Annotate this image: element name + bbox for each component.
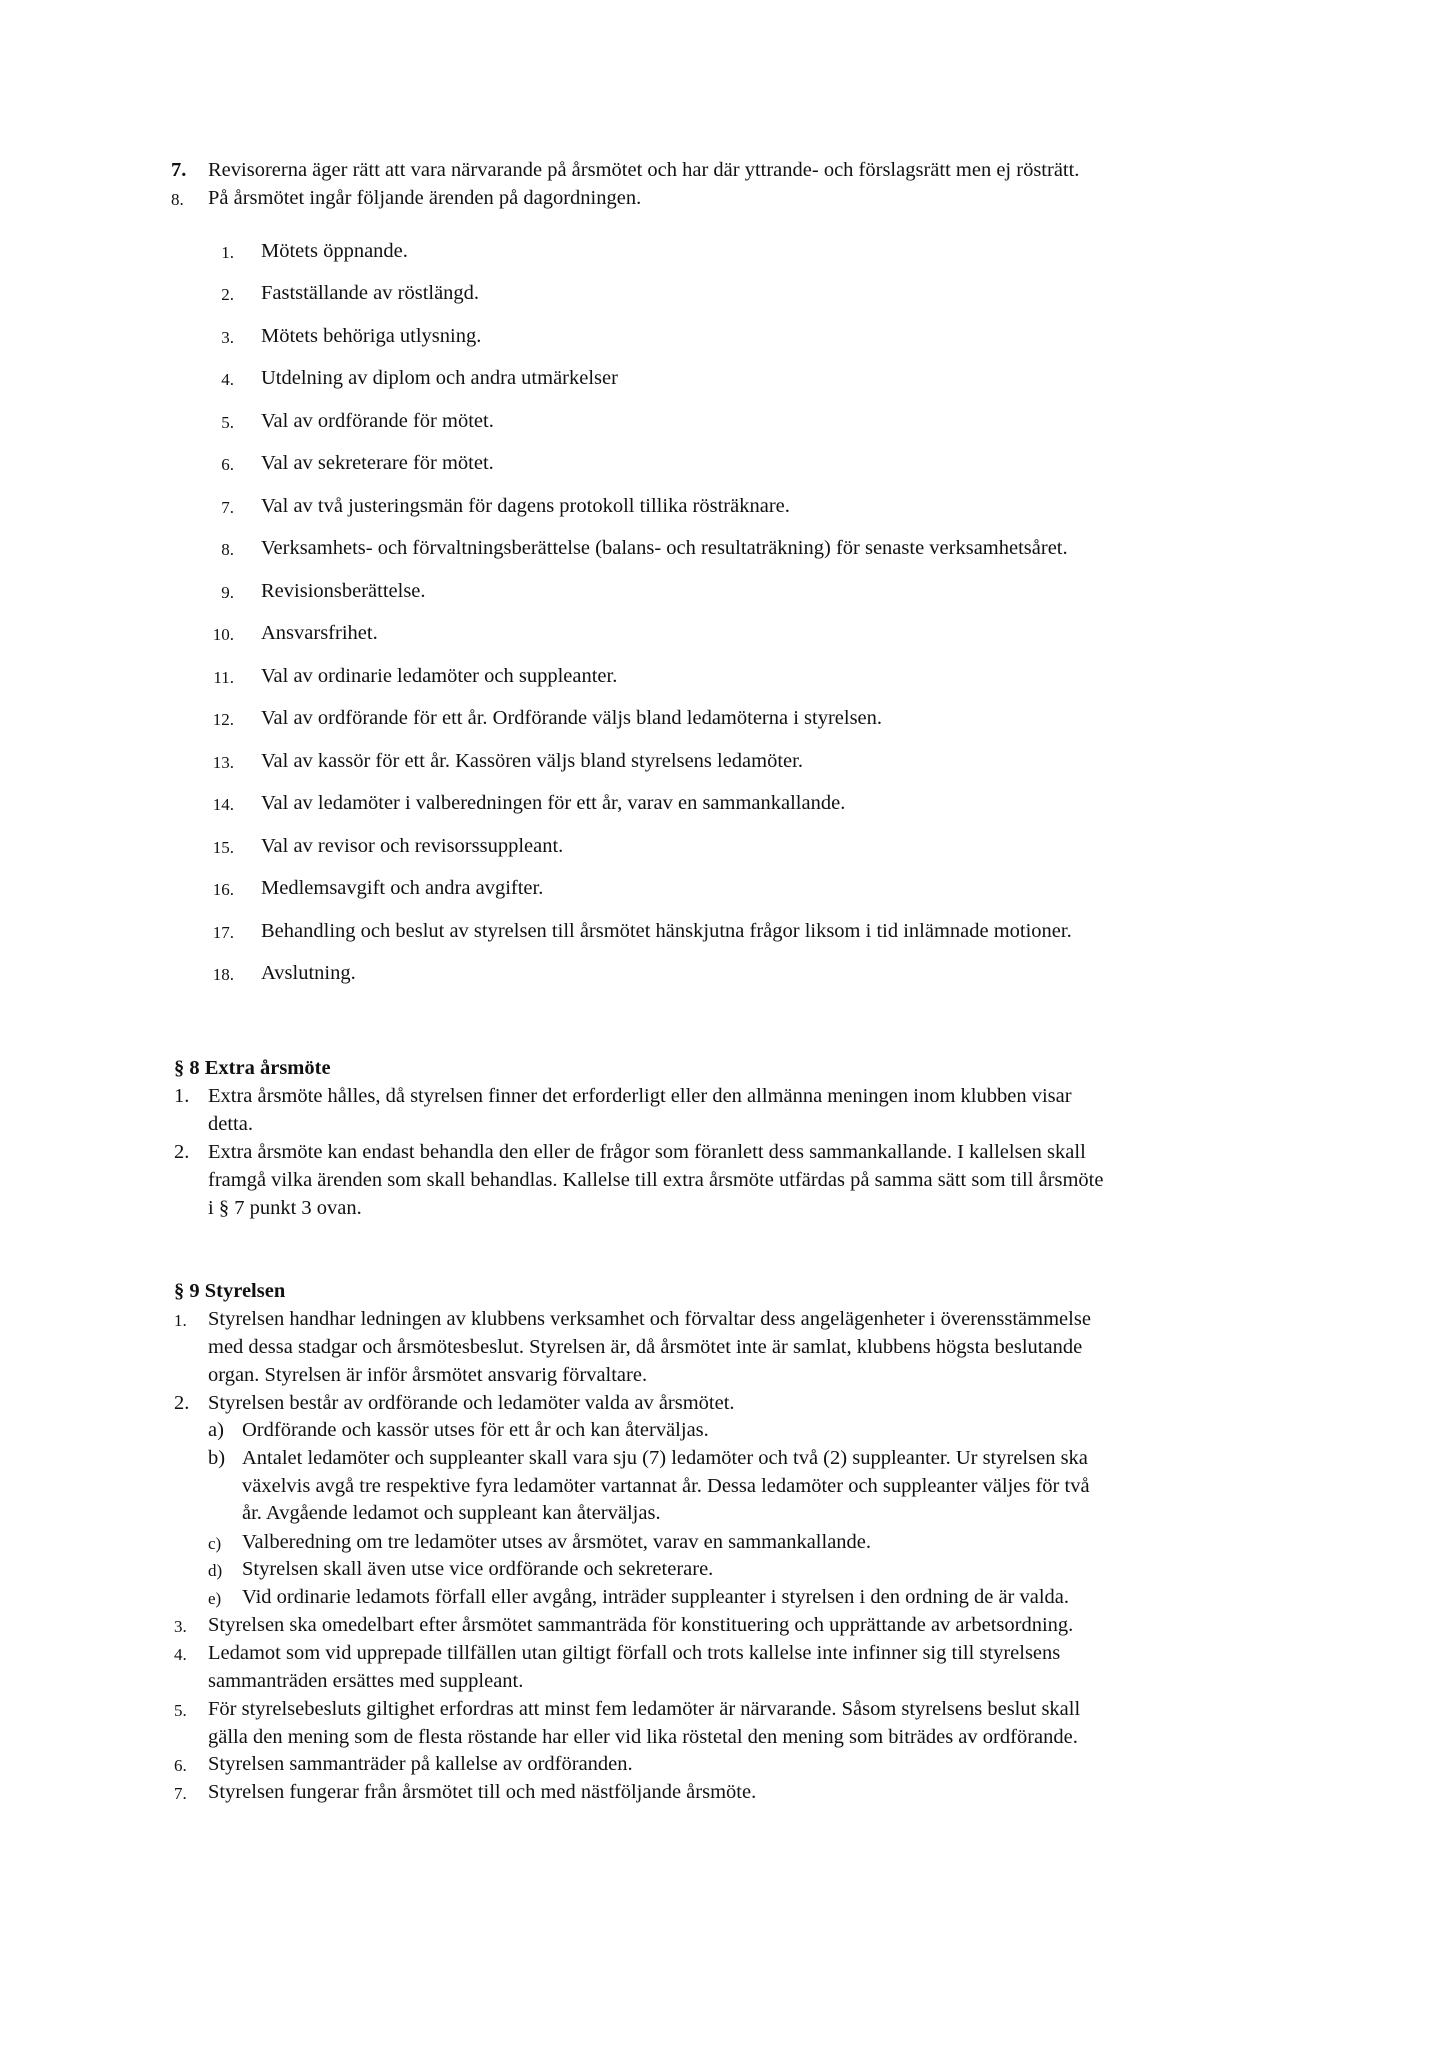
item-text-line: Styrelsen består av ordförande och ledamöter valda av årsmötet. (208, 1392, 735, 1414)
agenda-text: Mötets behöriga utlysning. (261, 325, 482, 347)
item-text-line: Styrelsen handhar ledningen av klubbens verksamhet och förvaltar dess angelägenheter i överensstämmelse (208, 1308, 1091, 1330)
item-text-line: Styrelsen fungerar från årsmötet till och med nästföljande årsmöte. (208, 1781, 757, 1803)
agenda-number: 2. (221, 285, 234, 304)
subitem-letter: d) (208, 1561, 223, 1580)
agenda-number: 6. (221, 455, 234, 474)
subitem-text-line: Antalet ledamöter och suppleanter skall vara sju (7) ledamöter och två (2) suppleanter. Ur styrelsen ska (242, 1447, 1088, 1469)
agenda-text: Avslutning. (261, 962, 356, 984)
agenda-number: 8. (221, 540, 234, 559)
agenda-text: Medlemsavgift och andra avgifter. (261, 877, 544, 899)
item-number: 8. (171, 190, 184, 209)
agenda-text: Verksamhets- och förvaltningsberättelse (balans- och resultaträkning) för senaste verksamhetsåret. (261, 537, 1068, 559)
agenda-number: 16. (212, 880, 234, 899)
subitem-letter: c) (208, 1534, 222, 1553)
agenda-number: 18. (212, 965, 234, 984)
agenda-text: Val av ordförande för ett år. Ordförande väljs bland ledamöterna i styrelsen. (261, 707, 883, 729)
agenda-text: Revisionsberättelse. (261, 580, 426, 602)
item-text-line: Ledamot som vid upprepade tillfällen utan giltigt förfall och trots kallelse inte infinner sig till styrelsens (208, 1642, 1061, 1664)
item-text-line: För styrelsebesluts giltighet erfordras att minst fem ledamöter är närvarande. Såsom styrelsens beslut skall (208, 1698, 1081, 1720)
item-text: Revisorerna äger rätt att vara närvarande på årsmötet och har där yttrande- och förslagsrätt men ej rösträtt. (208, 159, 1080, 181)
agenda-number: 14. (212, 795, 234, 814)
agenda-number: 17. (212, 923, 234, 942)
agenda-text: Val av två justeringsmän för dagens protokoll tillika rösträknare. (261, 495, 790, 517)
agenda-text: Val av ledamöter i valberedningen för ett år, varav en sammankallande. (261, 792, 846, 814)
agenda-number: 7. (221, 498, 234, 517)
item-text-line: i § 7 punkt 3 ovan. (208, 1197, 362, 1219)
agenda-number: 13. (212, 753, 234, 772)
section-heading: § 8 Extra årsmöte (174, 1057, 331, 1079)
item-text-line: sammanträden ersättes med suppleant. (208, 1670, 524, 1692)
item-text-line: Styrelsen sammanträder på kallelse av ordföranden. (208, 1753, 633, 1775)
agenda-number: 5. (221, 413, 234, 432)
agenda-text: Mötets öppnande. (261, 240, 408, 262)
subitem-text-line: Ordförande och kassör utses för ett år och kan återväljas. (242, 1419, 709, 1441)
agenda-text: Behandling och beslut av styrelsen till årsmötet hänskjutna frågor liksom i tid inlämnade motioner. (261, 920, 1072, 942)
agenda-text: Fastställande av röstlängd. (261, 282, 480, 304)
agenda-text: Val av ordinarie ledamöter och suppleanter. (261, 665, 618, 687)
agenda-text: Val av kassör för ett år. Kassören väljs bland styrelsens ledamöter. (261, 750, 803, 772)
item-number: 3. (174, 1617, 187, 1636)
item-number: 6. (174, 1756, 187, 1775)
item-text-line: Extra årsmöte hålles, då styrelsen finner det erforderligt eller den allmänna meningen inom klubben visar (208, 1085, 1072, 1107)
item-text-line: framgå vilka ärenden som skall behandlas. Kallelse till extra årsmöte utfärdas på samma sätt som till årsmöte (208, 1169, 1104, 1191)
agenda-number: 15. (212, 838, 234, 857)
item-text: På årsmötet ingår följande ärenden på dagordningen. (208, 187, 642, 209)
agenda-text: Val av revisor och revisorssuppleant. (261, 835, 564, 857)
agenda-number: 12. (212, 710, 234, 729)
subitem-letter: e) (208, 1589, 222, 1608)
subitem-text-line: Valberedning om tre ledamöter utses av årsmötet, varav en sammankallande. (242, 1531, 872, 1553)
agenda-text: Val av sekreterare för mötet. (261, 452, 494, 474)
agenda-number: 4. (221, 370, 234, 389)
agenda-number: 10. (212, 625, 234, 644)
item-number: 5. (174, 1701, 187, 1720)
item-text-line: Styrelsen ska omedelbart efter årsmötet sammanträda för konstituering och upprättande av arbetsordning. (208, 1614, 1074, 1636)
section-heading: § 9 Styrelsen (174, 1280, 286, 1302)
item-number: 2. (174, 1141, 190, 1163)
item-text-line: Extra årsmöte kan endast behandla den eller de frågor som föranlett dess sammankallande. I kallelsen skall (208, 1141, 1086, 1163)
subitem-text-line: Vid ordinarie ledamots förfall eller avgång, inträder suppleanter i styrelsen i den ordning de är valda. (242, 1586, 1070, 1608)
subitem-text-line: växelvis avgå tre respektive fyra ledamöter vartannat år. Dessa ledamöter och suppleanter väljes för två (242, 1475, 1090, 1497)
item-number: 7. (174, 1784, 187, 1803)
agenda-number: 9. (221, 583, 234, 602)
agenda-text: Val av ordförande för mötet. (261, 410, 494, 432)
subitem-text-line: Styrelsen skall även utse vice ordförande och sekreterare. (242, 1558, 714, 1580)
subitem-letter: b) (208, 1447, 226, 1469)
subitem-text-line: år. Avgående ledamot och suppleant kan återväljas. (242, 1502, 661, 1524)
item-number: 4. (174, 1645, 187, 1664)
item-number: 7. (171, 159, 187, 181)
agenda-text: Ansvarsfrihet. (261, 622, 378, 644)
item-text-line: organ. Styrelsen är inför årsmötet ansvarig förvaltare. (208, 1364, 648, 1386)
agenda-number: 3. (221, 328, 234, 347)
item-number: 1. (174, 1085, 190, 1107)
item-text-line: gälla den mening som de flesta röstande har eller vid lika röstetal den mening som biträdes av ordförande. (208, 1726, 1078, 1748)
agenda-number: 11. (213, 668, 234, 687)
agenda-number: 1. (221, 243, 234, 262)
subitem-letter: a) (208, 1419, 224, 1441)
agenda-text: Utdelning av diplom och andra utmärkelser (261, 367, 618, 389)
item-number: 2. (174, 1392, 190, 1414)
item-number: 1. (174, 1311, 187, 1330)
item-text-line: detta. (208, 1113, 253, 1135)
item-text-line: med dessa stadgar och årsmötesbeslut. Styrelsen är, då årsmötet inte är samlat, klubbens högsta beslutande (208, 1336, 1083, 1358)
